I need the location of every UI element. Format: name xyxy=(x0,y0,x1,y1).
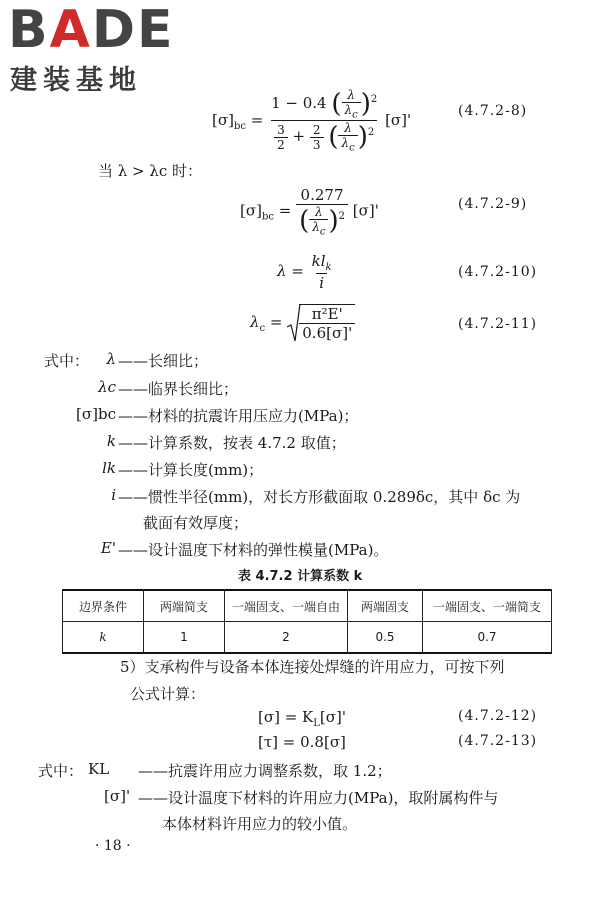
eq10-num: kl xyxy=(311,252,326,270)
eq11-lhs-sub: c xyxy=(259,323,266,334)
def-text: 截面有效厚度； xyxy=(143,514,249,532)
table-cell: 0.7 xyxy=(423,622,552,654)
eq8-den-frac-b xyxy=(310,123,324,152)
def-text: ——临界长细比； xyxy=(118,380,239,398)
defs2-lead: 式中： xyxy=(38,762,84,780)
def-sym: k xyxy=(106,432,116,450)
def-sym: E' xyxy=(100,539,116,557)
equation-4-7-2-11 xyxy=(250,303,355,343)
def-sym: λ xyxy=(106,350,116,368)
def-text: ——设计温度下材料的弹性模量(MPa)。 xyxy=(118,541,389,559)
logo-letters-1: B xyxy=(8,0,50,60)
logo-letters-2: DE xyxy=(91,0,175,60)
eq8-square: 2 xyxy=(370,94,378,106)
eq8-num-pre: 1 − 0.4 xyxy=(271,94,327,113)
item5-line1: 5）支承构件与设备本体连接处焊缝的许用应力，可按下列 xyxy=(120,658,505,676)
eq12-text: [σ] = K xyxy=(258,708,314,726)
def-text: ——计算系数，按表 4.7.2 取值； xyxy=(118,434,346,452)
page-number: · 18 · xyxy=(95,838,131,854)
item5-line2: 公式计算： xyxy=(130,685,206,703)
def2-sym-sigma: [σ]' xyxy=(104,787,131,805)
eq8-den-a-num: 3 xyxy=(277,123,285,138)
equation-4-7-2-10 xyxy=(277,252,335,292)
eq10-lhs: λ = xyxy=(277,262,304,280)
eq8-number: (4.7.2-8) xyxy=(458,103,528,119)
table-caption: 表 4.7.2 计算系数 k xyxy=(238,569,363,584)
def-text: ——长细比； xyxy=(118,352,209,370)
eq11-sqrt xyxy=(287,303,355,343)
def2-text-sigma: ——设计温度下材料的许用应力(MPa)，取附属构件与 xyxy=(138,789,499,807)
equation-4-7-2-12 xyxy=(258,708,346,729)
eq9-number: (4.7.2-9) xyxy=(458,196,528,212)
table-header-cell: 一端固支、一端自由 xyxy=(225,590,348,622)
def-text: ——计算长度(mm)； xyxy=(118,461,264,479)
eq8-lhs: [σ] xyxy=(212,110,234,129)
eq11-den: 0.6[σ]' xyxy=(299,323,355,342)
eq8-plus: + xyxy=(292,127,306,146)
def2-sym-kl: KL xyxy=(88,760,110,778)
table-cell: 2 xyxy=(225,622,348,654)
eq11-num: π²E' xyxy=(311,305,343,323)
eq10-num-sub: k xyxy=(325,262,332,273)
def-sym: lk xyxy=(102,459,116,477)
eq11-equals: = xyxy=(269,313,283,331)
table-header-row xyxy=(63,590,552,622)
eq8-lambda-c-sub: c xyxy=(352,109,358,121)
condition-text: 当 λ > λc 时： xyxy=(98,162,203,180)
eq9-num: 0.277 xyxy=(300,186,344,204)
def-text: ——材料的抗震许用压应力(MPa)； xyxy=(118,407,359,425)
eq10-number: (4.7.2-10) xyxy=(458,264,538,280)
eq8-rhs: [σ]' xyxy=(385,110,412,129)
eq9-square: 2 xyxy=(338,211,345,223)
eq11-fraction xyxy=(299,304,355,342)
eq8-den-frac-a xyxy=(274,123,288,152)
defs-lead: 式中： xyxy=(44,352,90,370)
table-header-cell: 两端固支 xyxy=(348,590,423,622)
eq8-den-b-den: 3 xyxy=(310,137,324,152)
eq8-lambda-ratio xyxy=(342,88,361,120)
equation-4-7-2-8: $[\sigma]_{bc}$ = 1 − 0.4 ( $\frac{\lambda}{\lambda_c}$ )$^2$ $\frac{3}{2}$ + $\frac{2}{3}$ ( $\frac{\lambda}{\lambda_c}$ )$^2$ [σ]' xyxy=(212,88,412,154)
eq9-fraction: 0.277 ( $\frac{\lambda}{\lambda_c}$ )$^2$ xyxy=(296,186,348,237)
equation-4-7-2-9: $[\sigma]_{bc}$ = 0.277 ( $\frac{\lambda}{\lambda_c}$ )$^2$ [σ]' xyxy=(240,186,379,238)
def-sym: i xyxy=(111,486,116,504)
eq9-lambda: λ xyxy=(315,205,323,219)
eq9-lhs: [σ] xyxy=(240,201,262,220)
eq8-den-lambda-c: λ xyxy=(341,136,350,151)
equation-4-7-2-13: [τ] = 0.8[σ] xyxy=(258,733,346,751)
table-cell: 1 xyxy=(144,622,225,654)
eq8-lhs-sub: bc xyxy=(233,120,246,132)
eq8-den-b-num: 2 xyxy=(312,123,321,138)
eq12-rest: [σ]' xyxy=(319,708,346,726)
table-cell: 0.5 xyxy=(348,622,423,654)
eq10-den: i xyxy=(316,273,327,292)
eq12-number: (4.7.2-12) xyxy=(458,708,538,724)
eq11-number: (4.7.2-11) xyxy=(458,316,538,332)
eq8-den-a-den: 2 xyxy=(274,137,288,152)
eq9-lambda-ratio xyxy=(309,205,328,237)
logo-wordmark xyxy=(8,2,175,58)
table-header-cell: 两端简支 xyxy=(144,590,225,622)
eq8-lambda: λ xyxy=(347,88,355,102)
logo-letter-a: A xyxy=(49,0,92,60)
table-row xyxy=(63,622,552,654)
eq8-den-lambda-c-sub: c xyxy=(349,142,355,154)
def-sym: [σ]bc xyxy=(76,405,116,423)
def2-text-sigma-cont: 本体材料许用应力的较小值。 xyxy=(162,815,358,833)
table-cell: k xyxy=(63,622,144,654)
def2-text-kl: ——抗震许用应力调整系数，取 1.2； xyxy=(138,762,392,780)
eq8-lambda-c: λ xyxy=(344,103,353,117)
eq8-den-lambda: λ xyxy=(344,121,352,136)
eq8-den-square: 2 xyxy=(367,127,375,139)
table-header-cell: 一端固支、一端简支 xyxy=(423,590,552,622)
eq8-fraction: 1 − 0.4 ( $\frac{\lambda}{\lambda_c}$ )$^2$ $\frac{3}{2}$ + $\frac{2}{3}$ ( $\frac{\lambda}{\lambda_c}$ )$^2$ xyxy=(271,88,378,154)
eq9-lambda-c: λ xyxy=(312,220,320,234)
eq11-lhs: λ xyxy=(250,313,260,331)
eq8-den-lambda-ratio xyxy=(338,121,357,153)
eq13-number: (4.7.2-13) xyxy=(458,733,538,749)
eq9-lambda-c-sub: c xyxy=(319,226,326,238)
def-text: ——惯性半径(mm)，对长方形截面取 0.289δc，其中 δc 为 xyxy=(118,488,521,506)
eq9-lhs-sub: bc xyxy=(261,211,274,223)
eq10-fraction xyxy=(309,252,335,292)
eq9-rhs: [σ]' xyxy=(352,201,379,220)
table-header-cell: 边界条件 xyxy=(63,590,144,622)
logo-subtitle: 建装基地 xyxy=(10,65,142,96)
coefficient-table xyxy=(62,589,552,654)
def-sym: λc xyxy=(98,378,116,396)
eq12-sub: L xyxy=(313,718,320,729)
